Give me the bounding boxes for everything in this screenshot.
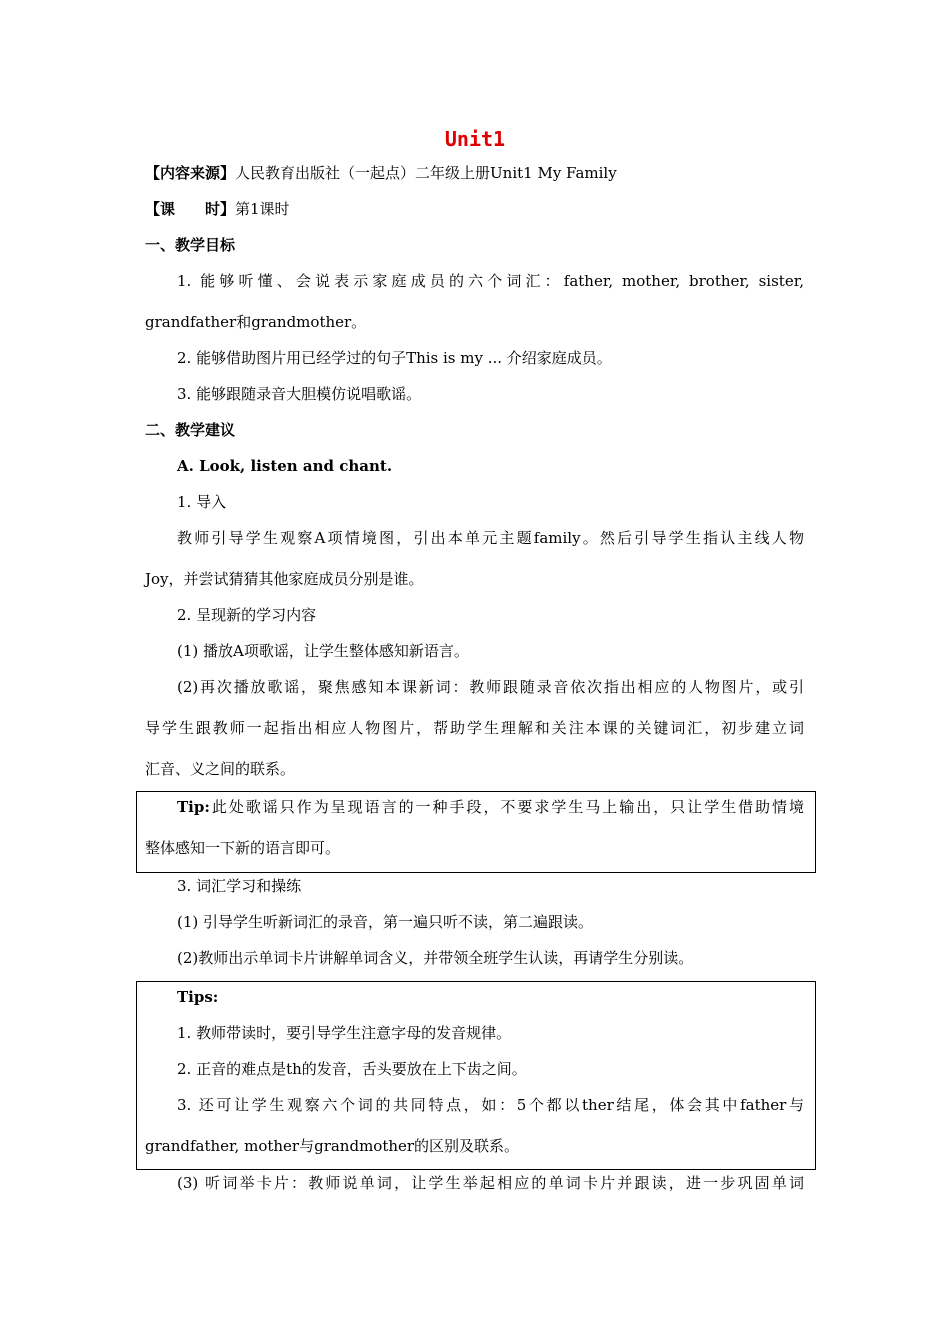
step2-item-2-cont1: 导学生跟教师一起指出相应人物图片，帮助学生理解和关注本课的关键词汇，初步建立词 xyxy=(145,719,804,737)
document-title: Unit1 xyxy=(444,127,506,151)
step2-item-1: (1) 播放A项歌谣，让学生整体感知新语言。 xyxy=(177,642,469,660)
step2-item-2: (2)再次播放歌谣，聚焦感知本课新词：教师跟随录音依次指出相应的人物图片，或引 xyxy=(177,678,804,696)
tip-text-1: 此处歌谣只作为呈现语言的一种手段，不要求学生马上输出，只让学生借助情境 xyxy=(209,798,804,816)
tip-line2: 整体感知一下新的语言即可。 xyxy=(145,839,341,857)
source-label: 【内容来源】 xyxy=(145,164,236,182)
step1-title: 1. 导入 xyxy=(177,493,227,511)
step3-item-1: (1) 引导学生听新词汇的录音，第一遍只听不读，第二遍跟读。 xyxy=(177,913,594,931)
tips-box xyxy=(136,981,816,1170)
step3-title: 3. 词汇学习和操练 xyxy=(177,877,302,895)
tip-label: Tip: xyxy=(177,798,210,816)
step2-item-2-cont2: 汇音、义之间的联系。 xyxy=(145,760,296,778)
step2-title: 2. 呈现新的学习内容 xyxy=(177,606,317,624)
objective-2: 2. 能够借助图片用已经学过的句子This is my ... 介绍家庭成员。 xyxy=(177,349,612,367)
step3-item-2: (2)教师出示单词卡片讲解单词含义，并带领全班学生认读，再请学生分别读。 xyxy=(177,949,694,967)
objective-1-cont: grandfather和grandmother。 xyxy=(145,313,367,331)
part-a-heading: A. Look, listen and chant. xyxy=(177,457,393,475)
step3-item-3: (3) 听词举卡片：教师说单词，让学生举起相应的单词卡片并跟读，进一步巩固单词 xyxy=(177,1174,804,1192)
tip-box xyxy=(136,791,816,873)
section1-heading: 一、教学目标 xyxy=(145,236,236,254)
step1-text-line1: 教师引导学生观察A项情境图，引出本单元主题family。然后引导学生指认主线人物 xyxy=(177,529,804,547)
tips-label: Tips: xyxy=(177,988,219,1006)
step1-text-line2: Joy，并尝试猜猜其他家庭成员分别是谁。 xyxy=(145,570,424,588)
lesson-line xyxy=(145,199,290,219)
tips-item-3: 3. 还可让学生观察六个词的共同特点，如：5个都以ther结尾，体会其中father与 xyxy=(177,1096,804,1114)
tips-item-3-cont: grandfather, mother与grandmother的区别及联系。 xyxy=(145,1137,520,1155)
lesson-value: 第1课时 xyxy=(235,200,290,218)
lesson-label: 【课 时】 xyxy=(145,200,236,218)
objective-1: 1. 能够听懂、会说表示家庭成员的六个词汇：father, mother, brother, sister, xyxy=(177,272,804,290)
source-value: 人民教育出版社（一起点）二年级上册Unit1 My Family xyxy=(235,164,617,182)
section2-heading: 二、教学建议 xyxy=(145,421,236,439)
objective-3: 3. 能够跟随录音大胆模仿说唱歌谣。 xyxy=(177,385,422,403)
tip-line1 xyxy=(177,797,804,817)
source-line xyxy=(145,163,617,183)
tips-item-1: 1. 教师带读时，要引导学生注意字母的发音规律。 xyxy=(177,1024,512,1042)
tips-item-2: 2. 正音的难点是th的发音，舌头要放在上下齿之间。 xyxy=(177,1060,527,1078)
